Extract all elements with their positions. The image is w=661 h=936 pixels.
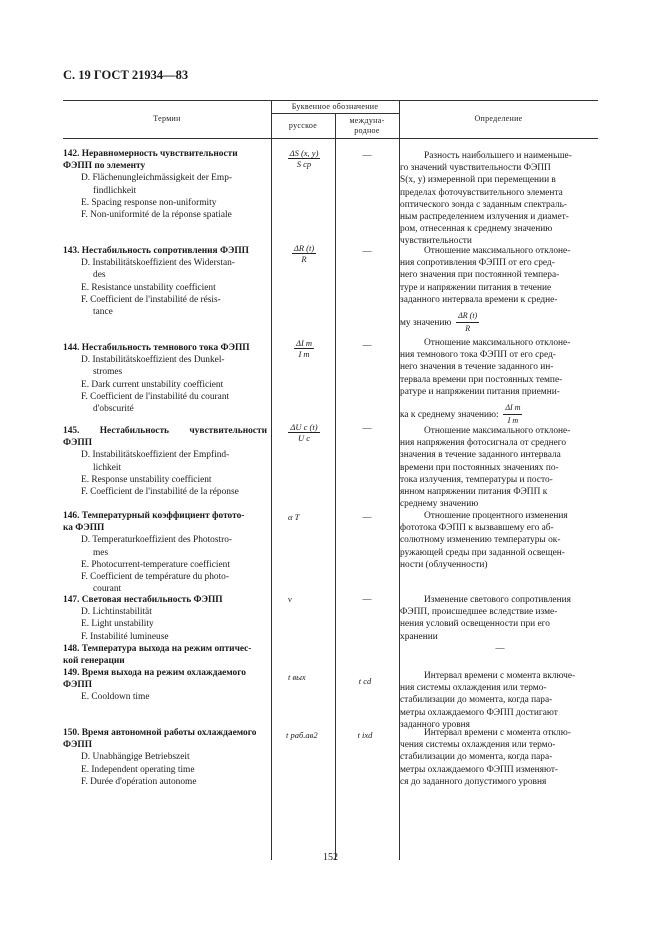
foreign-term-en: E. Light unstability xyxy=(81,619,154,630)
symbol-international-150: t ixd xyxy=(357,730,373,740)
term-148: 148. Температура выхода на режим оптичес- кой генерации xyxy=(63,644,252,667)
definition-142: Разность наибольшего и наименьше- го значений чувствительности ФЭПП S(x, y) измеренной при перемещении в пределах фоточувствительного элемента оптического зонда с заданным спектраль- ным распределением излучения и диамет- ром, отнесенная к среднему значению чувствительности xyxy=(400,151,572,247)
header-russian: русское xyxy=(288,121,318,130)
foreign-term-en: E. Cooldown time xyxy=(81,692,150,703)
term-143: 143. Нестабильность сопротивления ФЭПП D. Instabilitätskoeffizient des Widerstan- des E. Resistance unstability coefficient F. Coefficient de l'instabilité de résis- tance xyxy=(63,245,268,318)
symbol-international-149: t cd xyxy=(358,676,372,686)
foreign-term-de: D. Flächenungleichmässigkeit der Emp- findlichkeit xyxy=(81,173,233,196)
definition-144: Отношение максимального отклоне- ния темнового тока ФЭПП от его сред- него значения в течение заданного ин- тервала времени при постоянных темпе- ратуре и напряжении питания приемни- ка к среднему значению: $\frac{\text{ΔI т}}{\text{I т}}$ xyxy=(400,338,571,426)
definition-147: Изменение светового сопротивления ФЭПП, происшедшее вследствие изме- нения условий освещенности при его хранении xyxy=(400,595,571,642)
header-letter-designation: Буквенное обозначение xyxy=(291,102,379,111)
term-147: 147. Световая нестабильность ФЭПП D. Lichtinstabilität E. Light unstability F. Instabilité lumineuse xyxy=(63,594,268,643)
document-header: С. 19 ГОСТ 21934—83 xyxy=(63,68,189,82)
term-146: 146. Температурный коэффициент фотото- ка ФЭПП D. Temperaturkoeffizient des Photostro- mes E. Photocurrent-temperature coefficient F. Coefficient de température du photo- courant xyxy=(63,510,268,595)
symbol-russian-150: t раб.ав2 xyxy=(286,730,318,740)
foreign-term-fr: F. Coefficient de l'instabilité du courant d'obscurité xyxy=(81,391,230,415)
definition-149: Интервал времени с момента включе- ния системы охлаждения или термо- стабилизации до момента, когда пара- метры охлаждаемого ФЭПП достигают заданного уровня xyxy=(400,671,576,730)
foreign-term-de: D. Unabhängige Betriebszeit xyxy=(81,752,190,763)
symbol-russian-146: α T xyxy=(288,512,300,522)
foreign-term-de: D. Instabilitätskoeffizient des Widerstan- des xyxy=(81,258,235,281)
foreign-term-fr: F. Non-uniformité de la réponse spatiale xyxy=(81,210,232,221)
definition-146: Отношение процентного изменения фототока ФЭПП к вызвавшему его аб- солютному изменению температуры ок- ружающей среды при заданной освещен- ности (облученности) xyxy=(400,511,568,570)
term-150: 150. Время автономной работы охлаждаемого ФЭПП D. Unabhängige Betriebszeit E. Independent operating time F. Durée d'opération autonome xyxy=(63,727,268,788)
foreign-term-de: D. Lichtinstabilität xyxy=(81,607,152,618)
foreign-term-en: E. Independent operating time xyxy=(81,764,195,775)
definition-145: Отношение максимального отклоне- ния напряжения фотосигнала от среднего значения в течение заданного интервала времени при постоянных значениях по- тока излучения, температуры и посто- янном напряжении питания ФЭПП к среднему значению xyxy=(400,426,571,510)
symbol-international-146: — xyxy=(362,512,372,522)
foreign-term-fr: F. Coefficient de l'instabilité de la réponse xyxy=(81,487,239,498)
definition-148-dash: — xyxy=(495,643,505,653)
foreign-term-de: D. Instabilitätskoeffizient des Dunkel- stromes xyxy=(81,355,225,378)
table-header-bottom-border xyxy=(63,138,598,139)
foreign-term-en: E. Response unstability coefficient xyxy=(81,474,212,485)
definition-143: Отношение максимального отклоне- ния сопротивления ФЭПП от его сред- него значения при постоянной темпера- туре и напряжении питания в течение заданного интервала времени к средне- му значению $\frac{\Delta R (t)}{R}$ xyxy=(400,246,571,334)
term-145: 145. Нестабильность чувствительности ФЭПП D. Instabilitätskoeffizient der Empfind- lichkeit E. Response unstability coefficient F. Coefficient de l'instabilité de la réponse xyxy=(63,426,267,498)
symbol-international-143: — xyxy=(362,246,372,256)
foreign-term-de: D. Instabilitätskoeffizient der Empfind- lichkeit xyxy=(81,450,230,473)
foreign-term-en: E. Resistance unstability coefficient xyxy=(81,282,216,293)
term-149: 149. Время выхода на режим охлаждаемого ФЭПП E. Cooldown time xyxy=(63,667,268,704)
symbol-international-144: — xyxy=(362,340,372,350)
symbol-international-145: — xyxy=(362,423,372,433)
symbol-russian-147: ν xyxy=(288,594,292,604)
foreign-term-en: E. Photocurrent-temperature coefficient xyxy=(81,559,230,570)
column-divider-2 xyxy=(335,113,336,860)
term-number: 142. xyxy=(63,149,80,159)
term-144: 144. Нестабильность темнового тока ФЭПП D. Instabilitätskoeffizient des Dunkel- stromes E. Dark current unstability coefficient F. Coefficient de l'instabilité du courant d'obscurité xyxy=(63,342,268,415)
foreign-term-fr: F. Coefficient de température du photo- courant xyxy=(81,572,229,595)
symbol-international-147: — xyxy=(362,594,372,604)
header-international-1: междуна- xyxy=(349,116,385,125)
column-divider-1 xyxy=(271,100,272,860)
header-international-2: родное xyxy=(354,126,380,135)
symbol-russian-149: t вых xyxy=(288,672,306,682)
definition-150: Интервал времени с момента отклю- чения системы охлаждения или термо- стабилизации до момента, когда пара- метры охлаждаемого ФЭПП изменяют- ся до заданного допустимого уровня xyxy=(400,728,571,787)
foreign-term-fr: F. Coefficient de l'instabilité de résis- tance xyxy=(81,294,221,318)
foreign-term-fr: F. Instabilité lumineuse xyxy=(81,631,169,642)
symbol-international-142: — xyxy=(362,150,372,160)
term-title: Неравномерность чувствительности xyxy=(81,149,238,159)
foreign-term-fr: F. Durée d'opération autonome xyxy=(81,776,197,787)
header-term: Термин xyxy=(153,114,181,123)
symbol-russian-144: $\frac{\text{ΔI т}}{\text{I т}}$ xyxy=(295,338,313,359)
symbol-russian-145: $\frac{\text{ΔU с (t)}}{\text{U с}}$ xyxy=(290,422,318,443)
foreign-term-en: E. Dark current unstability coefficient xyxy=(81,379,224,390)
foreign-term-de: D. Temperaturkoeffizient des Photostro- mes xyxy=(81,535,233,558)
page-number: 152 xyxy=(323,852,338,863)
foreign-term-en: E. Spacing response non-uniformity xyxy=(81,197,217,208)
term-142 xyxy=(63,148,268,221)
table-top-border xyxy=(63,100,598,101)
term-title: ФЭПП по элементу xyxy=(63,161,146,172)
header-definition: Определение xyxy=(474,114,523,123)
symbol-russian-142: $\frac{\Delta S (x, y)}{\text{S ср}}$ xyxy=(289,148,319,169)
symbol-russian-143: $\frac{\Delta R (t)}{R}$ xyxy=(293,243,315,264)
